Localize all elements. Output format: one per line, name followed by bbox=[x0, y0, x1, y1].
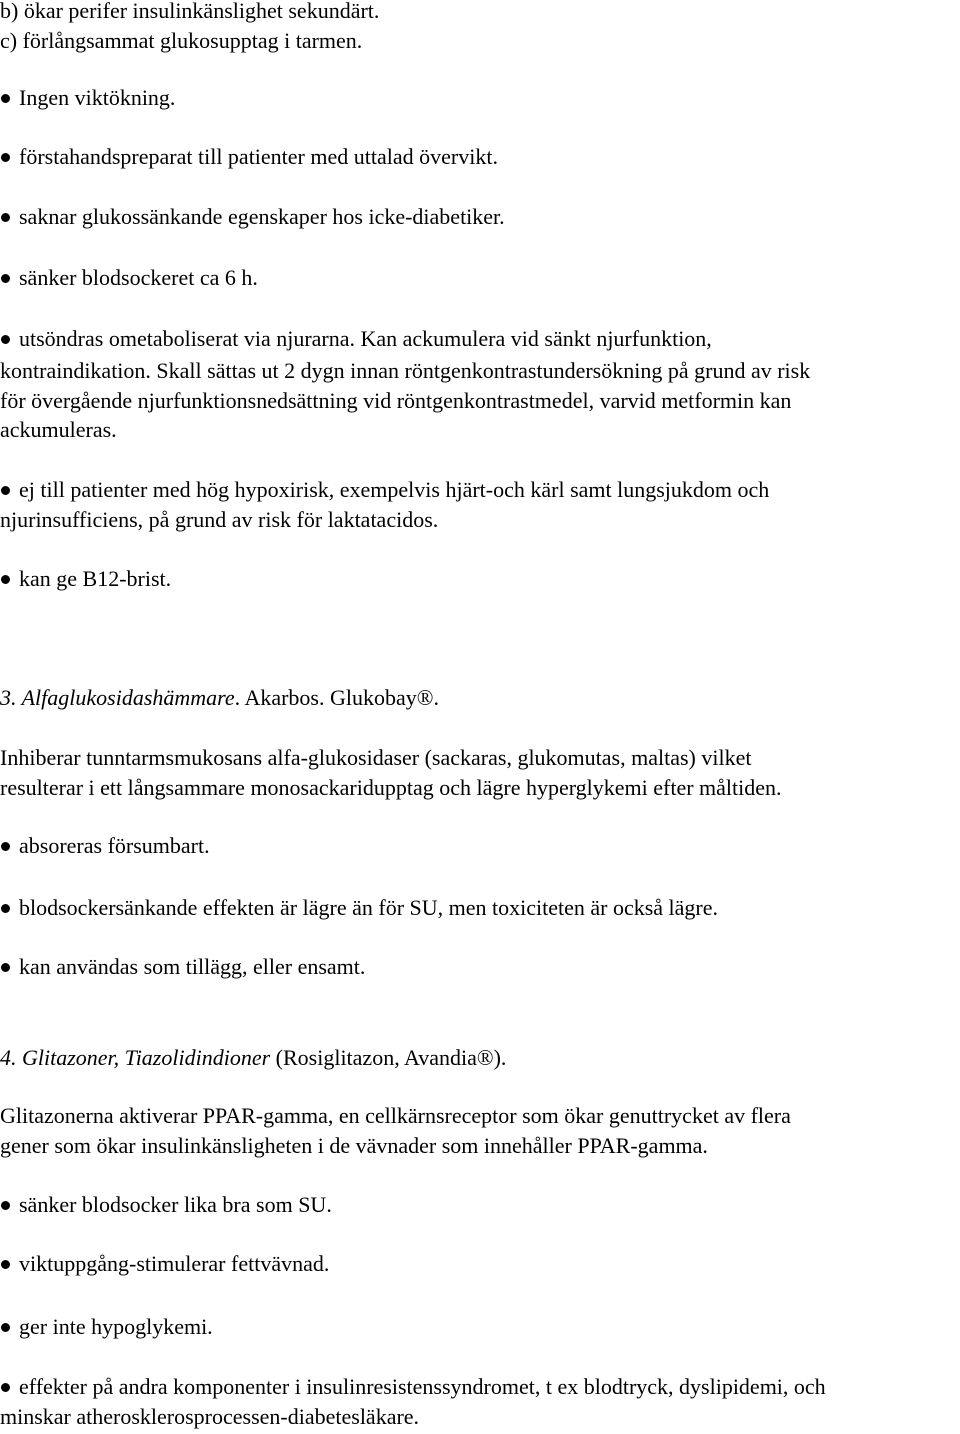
bullet-text: utsöndras ometaboliserat via njurarna. Kan ackumulera vid sänkt njurfunktion, bbox=[19, 326, 712, 351]
bullet-item bbox=[0, 831, 210, 861]
section-heading-rest: (Rosiglitazon, Avandia®). bbox=[270, 1045, 507, 1070]
section-heading-rest: . Akarbos. Glukobay®. bbox=[234, 685, 439, 710]
bullet-text: absoreras försumbart. bbox=[19, 833, 210, 858]
paragraph-line bbox=[0, 505, 438, 535]
paragraph-text: ackumuleras. bbox=[0, 417, 117, 442]
bullet-icon bbox=[1, 213, 10, 222]
paragraph-line bbox=[0, 1131, 708, 1161]
paragraph-text: Glitazonerna aktiverar PPAR-gamma, en cellkärnsreceptor som ökar genuttrycket av flera bbox=[0, 1103, 791, 1128]
section-heading-italic: 3. Alfaglukosidashämmare bbox=[0, 685, 235, 710]
bullet-item-hypoxi bbox=[0, 475, 769, 505]
bullet-text: ger inte hypoglykemi. bbox=[19, 1314, 213, 1339]
section-heading bbox=[0, 683, 439, 713]
bullet-text: kan användas som tillägg, eller ensamt. bbox=[19, 954, 366, 979]
paragraph-text: minskar atherosklerosprocessen-diabetesläkare. bbox=[0, 1404, 420, 1429]
bullet-item bbox=[0, 202, 505, 232]
bullet-text: saknar glukossänkande egenskaper hos icke-diabetiker. bbox=[19, 204, 505, 229]
paragraph-line bbox=[0, 773, 782, 803]
bullet-icon bbox=[1, 1323, 10, 1332]
list-item-text: c) förlångsammat glukosupptag i tarmen. bbox=[0, 28, 363, 53]
bullet-icon bbox=[1, 842, 10, 851]
bullet-text: sänker blodsocker lika bra som SU. bbox=[19, 1192, 332, 1217]
bullet-icon bbox=[1, 1383, 10, 1392]
bullet-text: viktuppgång-stimulerar fettvävnad. bbox=[19, 1251, 330, 1276]
bullet-item bbox=[0, 1190, 332, 1220]
bullet-icon bbox=[1, 963, 10, 972]
bullet-icon bbox=[1, 575, 10, 584]
section-heading bbox=[0, 1043, 506, 1073]
bullet-icon bbox=[1, 153, 10, 162]
bullet-icon bbox=[1, 486, 10, 495]
bullet-text: ej till patienter med hög hypoxirisk, exempelvis hjärt-och kärl samt lungsjukdom och bbox=[19, 477, 770, 502]
paragraph-line bbox=[0, 386, 791, 416]
paragraph-text: Inhiberar tunntarmsmukosans alfa-glukosidaser (sackaras, glukomutas, maltas) vilket bbox=[0, 745, 752, 770]
bullet-icon bbox=[1, 904, 10, 913]
paragraph-text: gener som ökar insulinkänsligheten i de vävnader som innehåller PPAR-gamma. bbox=[0, 1133, 708, 1158]
bullet-icon bbox=[1, 1260, 10, 1269]
bullet-item bbox=[0, 83, 175, 113]
paragraph-line bbox=[0, 415, 117, 445]
paragraph-text: kontraindikation. Skall sättas ut 2 dygn innan röntgenkontrastundersökning på grund av risk bbox=[0, 358, 811, 383]
bullet-item bbox=[0, 1249, 329, 1279]
bullet-text: Ingen viktökning. bbox=[19, 85, 176, 110]
bullet-item bbox=[0, 564, 171, 594]
paragraph-text: för övergående njurfunktionsnedsättning vid röntgenkontrastmedel, varvid metformin kan bbox=[0, 388, 792, 413]
bullet-item bbox=[0, 263, 258, 293]
list-item-text: b) ökar perifer insulinkänslighet sekundärt. bbox=[0, 0, 380, 23]
paragraph-line bbox=[0, 356, 810, 386]
bullet-item-last bbox=[0, 1372, 826, 1402]
section-heading-italic: 4. Glitazoner, Tiazolidindioner bbox=[0, 1045, 271, 1070]
bullet-icon bbox=[1, 1201, 10, 1210]
bullet-item-renal bbox=[0, 324, 712, 354]
bullet-item bbox=[0, 952, 365, 982]
bullet-icon bbox=[1, 94, 10, 103]
list-item-b bbox=[0, 0, 379, 26]
bullet-item bbox=[0, 1312, 213, 1342]
paragraph-line bbox=[0, 1402, 419, 1432]
bullet-text: kan ge B12-brist. bbox=[19, 566, 172, 591]
paragraph-text: njurinsufficiens, på grund av risk för laktatacidos. bbox=[0, 507, 439, 532]
bullet-item bbox=[0, 893, 718, 923]
bullet-text: sänker blodsockeret ca 6 h. bbox=[19, 265, 258, 290]
bullet-item bbox=[0, 142, 498, 172]
paragraph-line bbox=[0, 743, 751, 773]
list-item-c bbox=[0, 26, 362, 56]
paragraph-line bbox=[0, 1101, 791, 1131]
bullet-text: blodsockersänkande effekten är lägre än för SU, men toxiciteten är också lägre. bbox=[19, 895, 719, 920]
bullet-icon bbox=[1, 335, 10, 344]
paragraph-text: resulterar i ett långsammare monosackaridupptag och lägre hyperglykemi efter måltiden. bbox=[0, 775, 782, 800]
bullet-text: effekter på andra komponenter i insulinresistenssyndromet, t ex blodtryck, dyslipidemi, och bbox=[19, 1374, 826, 1399]
bullet-icon bbox=[1, 274, 10, 283]
bullet-text: förstahandspreparat till patienter med uttalad övervikt. bbox=[19, 144, 498, 169]
